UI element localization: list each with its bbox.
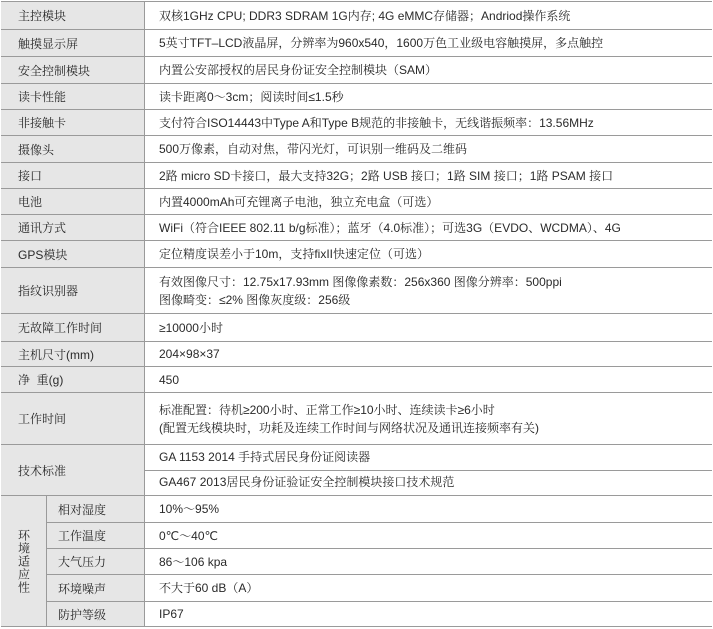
spec-value	[145, 57, 712, 83]
spec-value	[145, 189, 712, 214]
spec-value	[145, 30, 712, 56]
spec-row-mtbf	[1, 313, 712, 341]
spec-value-line: 标准配置：待机≥200小时、正常工作≥10小时、连续读卡≥6小时	[159, 402, 495, 417]
spec-value	[145, 84, 712, 109]
spec-row-contactless-card	[1, 109, 712, 135]
spec-row-environment	[1, 495, 712, 627]
spec-label: 主机尺寸(mm)	[1, 342, 145, 366]
environment-group-label: 环境适应性	[16, 528, 31, 594]
spec-row-battery	[1, 188, 712, 214]
spec-value-line: 500万像素，自动对焦，带闪光灯，可识别一维码及二维码	[159, 142, 468, 156]
spec-value	[145, 268, 712, 313]
spec-value-line: 图像畸变：≤2% 图像灰度级：256级	[159, 292, 351, 307]
spec-row-gps	[1, 240, 712, 267]
spec-label: 接口	[1, 163, 145, 188]
spec-value	[145, 215, 712, 240]
spec-label: 读卡性能	[1, 84, 145, 109]
env-label: 环境噪声	[47, 575, 145, 601]
spec-value-line: 450	[159, 372, 180, 387]
spec-value-line: 读卡距离0～3cm；阅读时间≤1.5秒	[159, 89, 344, 104]
spec-label: 摄像头	[1, 136, 145, 162]
spec-label: 工作时间	[1, 393, 145, 444]
environment-group-label-cell	[1, 496, 47, 626]
env-value: 0℃～40℃	[159, 528, 218, 543]
spec-label: 指纹识别器	[1, 268, 145, 313]
spec-label: 技术标准	[1, 445, 145, 495]
env-row-noise	[47, 574, 712, 601]
spec-label: 触摸显示屏	[1, 30, 145, 56]
spec-value-line: GA 1153 2014 手持式居民身份证阅读器	[159, 450, 371, 464]
spec-value	[145, 110, 712, 135]
spec-value-line: 有效图像尺寸：12.75x17.93mm 图像像素数：256x360 图像分辨率：500ppi	[159, 274, 562, 289]
spec-row-interface	[1, 162, 712, 188]
env-row-humidity	[47, 496, 712, 522]
env-label: 工作温度	[47, 523, 145, 548]
spec-value-line: 2路 micro SD卡接口，最大支持32G；2路 USB 接口；1路 SIM 接口；1路 PSAM 接口	[159, 168, 614, 183]
row-divider	[145, 470, 712, 471]
spec-value	[145, 367, 712, 392]
spec-value-line: 5英寸TFT–LCD液晶屏，分辨率为960x540，1600万色工业级电容触摸屏，多点触控	[159, 36, 604, 50]
spec-value-line: ≥10000小时	[159, 320, 223, 335]
spec-value-line: 定位精度误差小于10m，支持fixII快速定位（可选）	[159, 247, 430, 261]
env-value: 不大于60 dB（A）	[159, 581, 259, 595]
spec-value-line: (配置无线模块时，功耗及连续工作时间与网络状况及通讯连接频率有关)	[159, 420, 539, 435]
spec-value-line: WiFi（符合IEEE 802.11 b/g标准）；蓝牙（4.0标准）；可选3G（EVDO、WCDMA）、4G	[159, 220, 621, 235]
spec-value	[145, 241, 712, 267]
spec-value-line: 双核1GHz CPU; DDR3 SDRAM 1G内存; 4G eMMC存储器；Andriod操作系统	[159, 8, 571, 23]
env-label: 相对湿度	[47, 496, 145, 522]
spec-row-dimensions	[1, 341, 712, 366]
spec-value-line: GA467 2013居民身份证验证安全控制模块接口技术规范	[159, 475, 455, 489]
spec-label: 主控模块	[1, 2, 145, 29]
spec-value	[145, 2, 712, 29]
spec-value	[145, 342, 712, 366]
env-label: 防护等级	[47, 602, 145, 626]
spec-label: 净 重(g)	[1, 367, 145, 392]
spec-value-line: 内置4000mAh可充锂离子电池，独立充电盒（可选）	[159, 194, 439, 209]
spec-row-fingerprint	[1, 267, 712, 313]
spec-row-working-time	[1, 392, 712, 444]
spec-value	[145, 136, 712, 162]
spec-value-line: 内置公安部授权的居民身份证安全控制模块（SAM）	[159, 63, 438, 77]
env-value: IP67	[159, 607, 184, 621]
spec-row-main-control	[1, 1, 712, 29]
spec-row-weight	[1, 366, 712, 392]
spec-label: 非接触卡	[1, 110, 145, 135]
spec-row-read-performance	[1, 83, 712, 109]
spec-label: 安全控制模块	[1, 57, 145, 83]
spec-value	[145, 314, 712, 341]
spec-label: 通讯方式	[1, 215, 145, 240]
spec-label: 无故障工作时间	[1, 314, 145, 341]
env-row-pressure	[47, 548, 712, 574]
env-row-temperature	[47, 522, 712, 548]
env-row-protection	[47, 601, 712, 626]
spec-row-standards	[1, 444, 712, 495]
spec-row-security-module	[1, 56, 712, 83]
spec-label: 电池	[1, 189, 145, 214]
env-value: 10%～95%	[159, 502, 220, 516]
spec-row-touch-display	[1, 29, 712, 56]
spec-table	[1, 1, 712, 627]
env-label: 大气压力	[47, 549, 145, 574]
spec-row-communication	[1, 214, 712, 240]
env-value: 86～106 kpa	[159, 554, 228, 569]
spec-value	[145, 393, 712, 444]
spec-row-camera	[1, 135, 712, 162]
spec-value-line: 支付符合ISO14443中Type A和Type B规范的非接触卡，无线谐振频率：13.56MHz	[159, 115, 594, 130]
spec-value	[145, 163, 712, 188]
spec-value-line: 204×98×37	[159, 347, 220, 361]
spec-label: GPS模块	[1, 241, 145, 267]
